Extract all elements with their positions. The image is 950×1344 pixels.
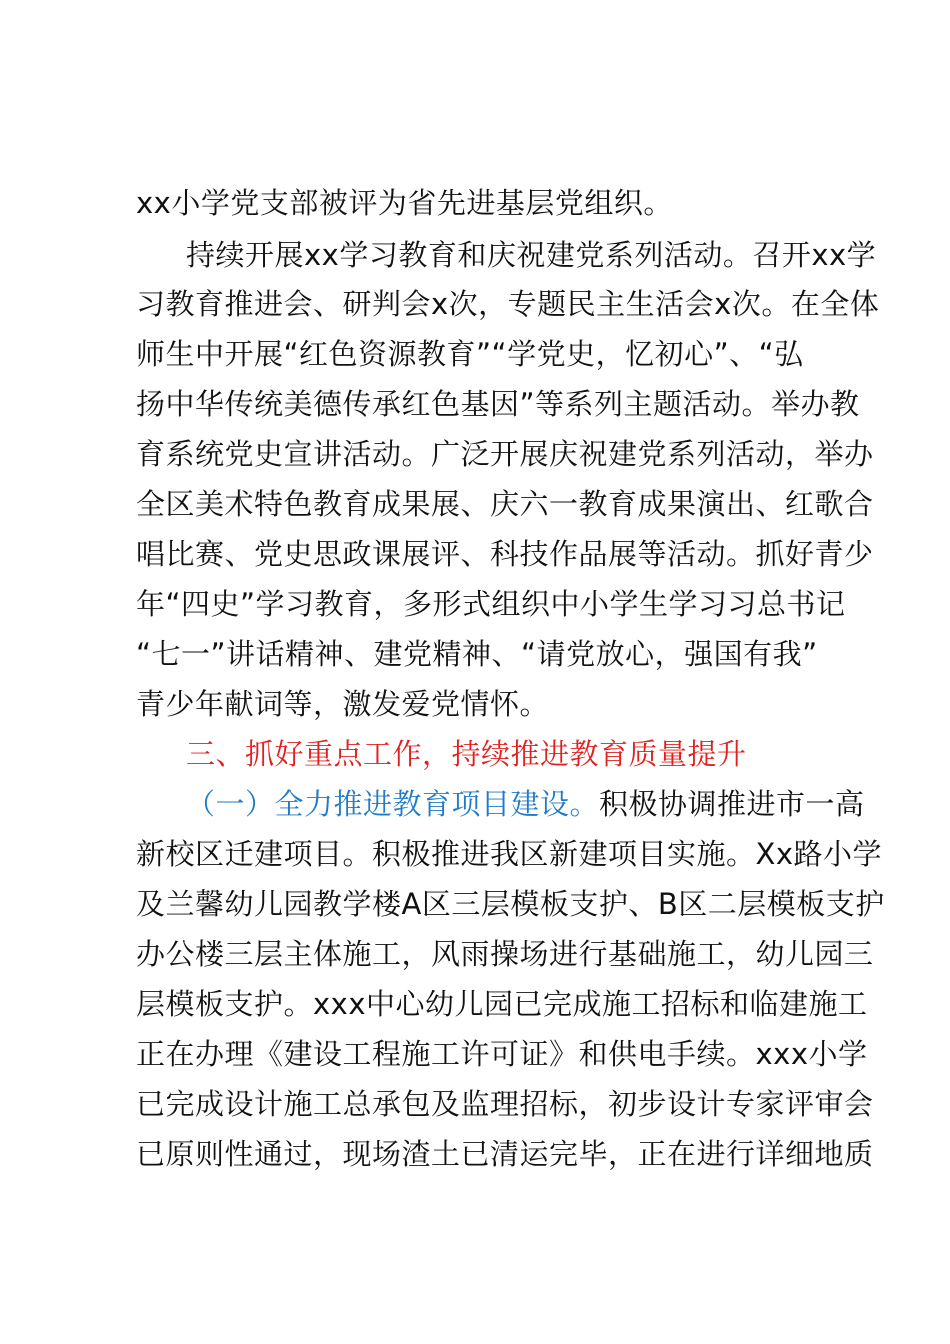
text-line: xx小学党支部被评为省先进基层党组织。 <box>136 186 673 220</box>
text-line: 习教育推进会、研判会x次，专题民主生活会x次。在全体 <box>136 287 880 321</box>
text-line: 层模板支护。xxx中心幼儿园已完成施工招标和临建施工 <box>136 987 868 1021</box>
section-heading: 三、抓好重点工作，持续推进教育质量提升 <box>186 737 747 771</box>
text-line: 办公楼三层主体施工，风雨操场进行基础施工，幼儿园三 <box>136 937 874 971</box>
text-line: 全区美术特色教育成果展、庆六一教育成果演出、红歌合 <box>136 487 874 521</box>
text-line: 及兰馨幼儿园教学楼A区三层模板支护、B区二层模板支护 <box>136 887 885 921</box>
subsection-line <box>186 786 886 822</box>
text-line: 唱比赛、党史思政课展评、科技作品展等活动。抓好青少 <box>136 537 874 571</box>
text-line: 新校区迁建项目。积极推进我区新建项目实施。Xx路小学 <box>136 837 883 871</box>
text-line: “七一”讲话精神、建党精神、“请党放心，强国有我” <box>136 637 818 671</box>
text-line: 年“四史”学习教育，多形式组织中小学生学习习总书记 <box>136 587 846 621</box>
subsection-text: 积极协调推进市一高 <box>599 787 865 821</box>
text-line: 青少年献词等，激发爱党情怀。 <box>136 687 550 721</box>
text-line: 扬中华传统美德传承红色基因”等系列主题活动。举办教 <box>136 387 860 421</box>
text-line: 已原则性通过，现场渣土已清运完毕，正在进行详细地质 <box>136 1137 874 1171</box>
text-line: 持续开展xx学习教育和庆祝建党系列活动。召开xx学 <box>186 238 877 272</box>
text-line: 已完成设计施工总承包及监理招标，初步设计专家评审会 <box>136 1087 874 1121</box>
text-line: 正在办理《建设工程施工许可证》和供电手续。xxx小学 <box>136 1037 868 1071</box>
text-line: 育系统党史宣讲活动。广泛开展庆祝建党系列活动，举办 <box>136 437 874 471</box>
subsection-heading: （一）全力推进教育项目建设。 <box>186 787 600 821</box>
text-line: 师生中开展“红色资源教育”“学党史，忆初心”、“弘 <box>136 337 804 371</box>
